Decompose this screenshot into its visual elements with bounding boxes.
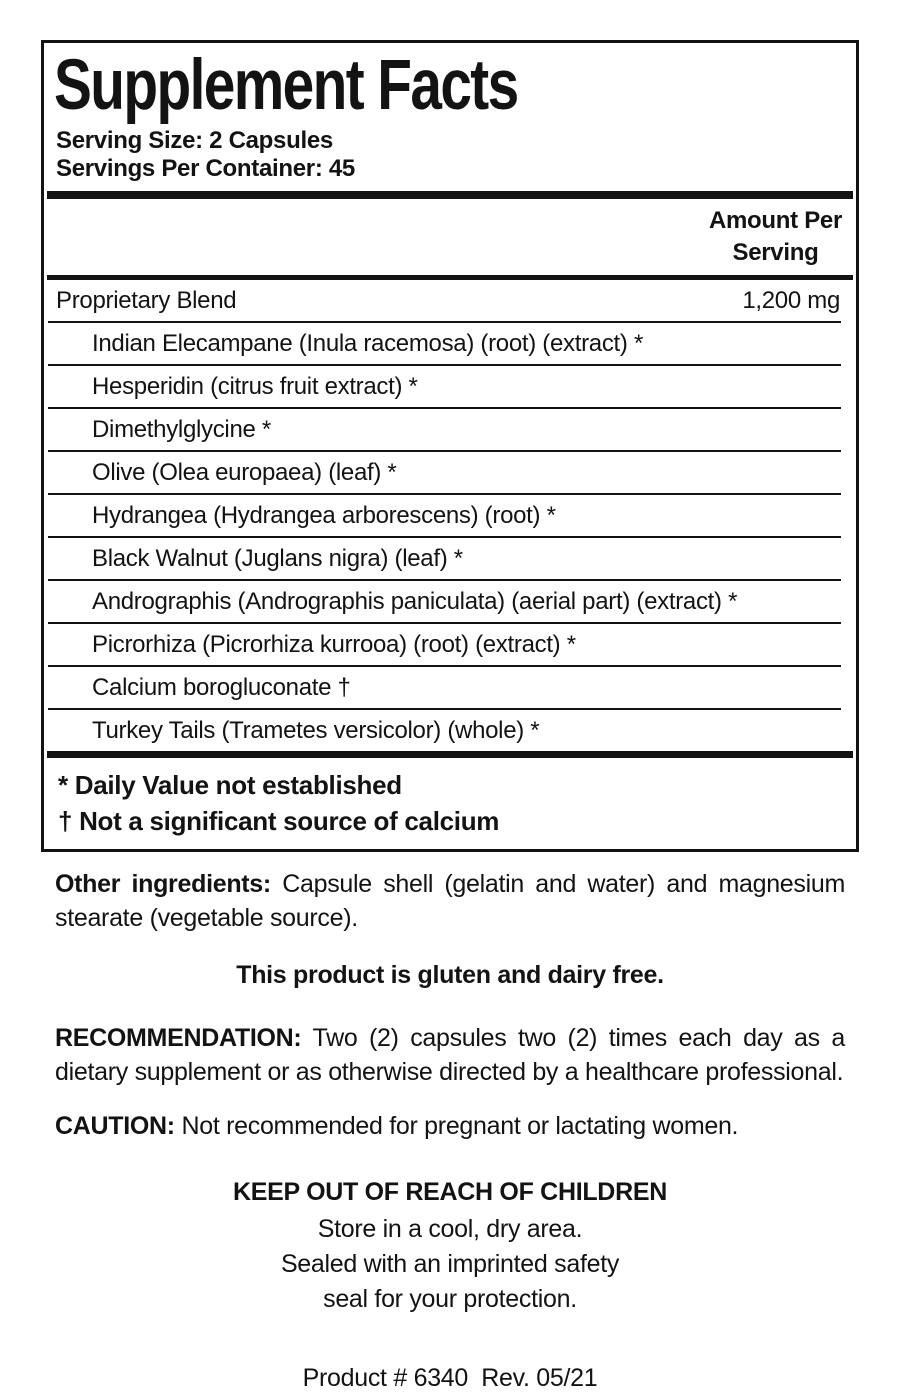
ingredient-name: Olive (Olea europaea) (leaf) * xyxy=(92,459,397,486)
storage-line-2: Sealed with an imprinted safety xyxy=(280,1250,620,1278)
proprietary-blend-name: Proprietary Blend xyxy=(56,287,237,314)
proprietary-blend-amount: 1,200 mg xyxy=(742,287,840,314)
ingredient-name: Black Walnut (Juglans nigra) (leaf) * xyxy=(92,545,463,572)
storage-line-1: Store in a cool, dry area. xyxy=(317,1215,583,1243)
ingredient-row xyxy=(44,323,856,364)
storage-instructions xyxy=(0,1212,900,1317)
recommendation-label: RECOMMENDATION: xyxy=(55,1024,302,1052)
keep-out-of-reach-heading: KEEP OUT OF REACH OF CHILDREN xyxy=(233,1178,667,1206)
servings-per-container: Servings Per Container: 45 xyxy=(56,155,355,182)
ingredient-name: Indian Elecampane (Inula racemosa) (root) (extract) * xyxy=(92,330,644,357)
recommendation-paragraph xyxy=(55,1021,845,1089)
ingredient-row xyxy=(44,710,856,751)
recommendation-text: Two (2) capsules two (2) times each day as a dietary supplement or as otherwise directed by a healthcare professional. xyxy=(55,1024,845,1086)
ingredient-row xyxy=(44,624,856,665)
supplement-facts-panel xyxy=(41,40,859,852)
other-ingredients-text: Capsule shell (gelatin and water) and magnesium stearate (vegetable source). xyxy=(55,870,845,932)
ingredient-name: Dimethylglycine * xyxy=(92,416,271,443)
ingredient-row xyxy=(44,538,856,579)
ingredient-name: Hesperidin (citrus fruit extract) * xyxy=(92,373,418,400)
amount-per-line2: Serving xyxy=(732,239,819,266)
ingredient-row xyxy=(44,581,856,622)
serving-info xyxy=(44,121,856,191)
ingredient-row xyxy=(44,366,856,407)
other-ingredients-label: Other ingredients: xyxy=(55,870,271,898)
product-number-revision: Product # 6340 Rev. 05/21 xyxy=(302,1364,598,1392)
proprietary-blend-row xyxy=(44,280,856,321)
ingredient-row xyxy=(44,495,856,536)
ingredient-row xyxy=(44,667,856,708)
ingredient-name: Hydrangea (Hydrangea arborescens) (root) * xyxy=(92,502,556,529)
caution-text: Not recommended for pregnant or lactating women. xyxy=(181,1112,739,1140)
storage-line-3: seal for your protection. xyxy=(323,1285,577,1313)
ingredient-row xyxy=(44,452,856,493)
label-page xyxy=(0,40,900,1392)
serving-size: Serving Size: 2 Capsules xyxy=(56,127,333,154)
header-separator-bar xyxy=(47,191,853,199)
caution-paragraph xyxy=(55,1109,845,1143)
amount-per-serving-header xyxy=(709,205,842,269)
footnote-separator-bar xyxy=(47,751,853,758)
footnote-daily-value: * Daily Value not established xyxy=(58,770,402,800)
ingredient-name: Calcium borogluconate † xyxy=(92,674,351,701)
footnotes xyxy=(44,758,856,849)
gluten-dairy-note: This product is gluten and dairy free. xyxy=(236,961,664,989)
ingredient-name: Picrorhiza (Picrorhiza kurrooa) (root) (extract) * xyxy=(92,631,576,658)
supplement-facts-title xyxy=(44,46,856,125)
amount-per-line1: Amount Per xyxy=(708,207,842,234)
caution-label: CAUTION: xyxy=(55,1112,175,1140)
other-ingredients-paragraph xyxy=(55,867,845,935)
ingredient-row xyxy=(44,409,856,450)
ingredient-name: Andrographis (Andrographis paniculata) (aerial part) (extract) * xyxy=(92,588,738,615)
supplement-facts-title-text: Supplement Facts xyxy=(54,46,518,125)
footnote-calcium: † Not a significant source of calcium xyxy=(58,806,500,836)
ingredient-name: Turkey Tails (Trametes versicolor) (whole) * xyxy=(92,717,540,744)
